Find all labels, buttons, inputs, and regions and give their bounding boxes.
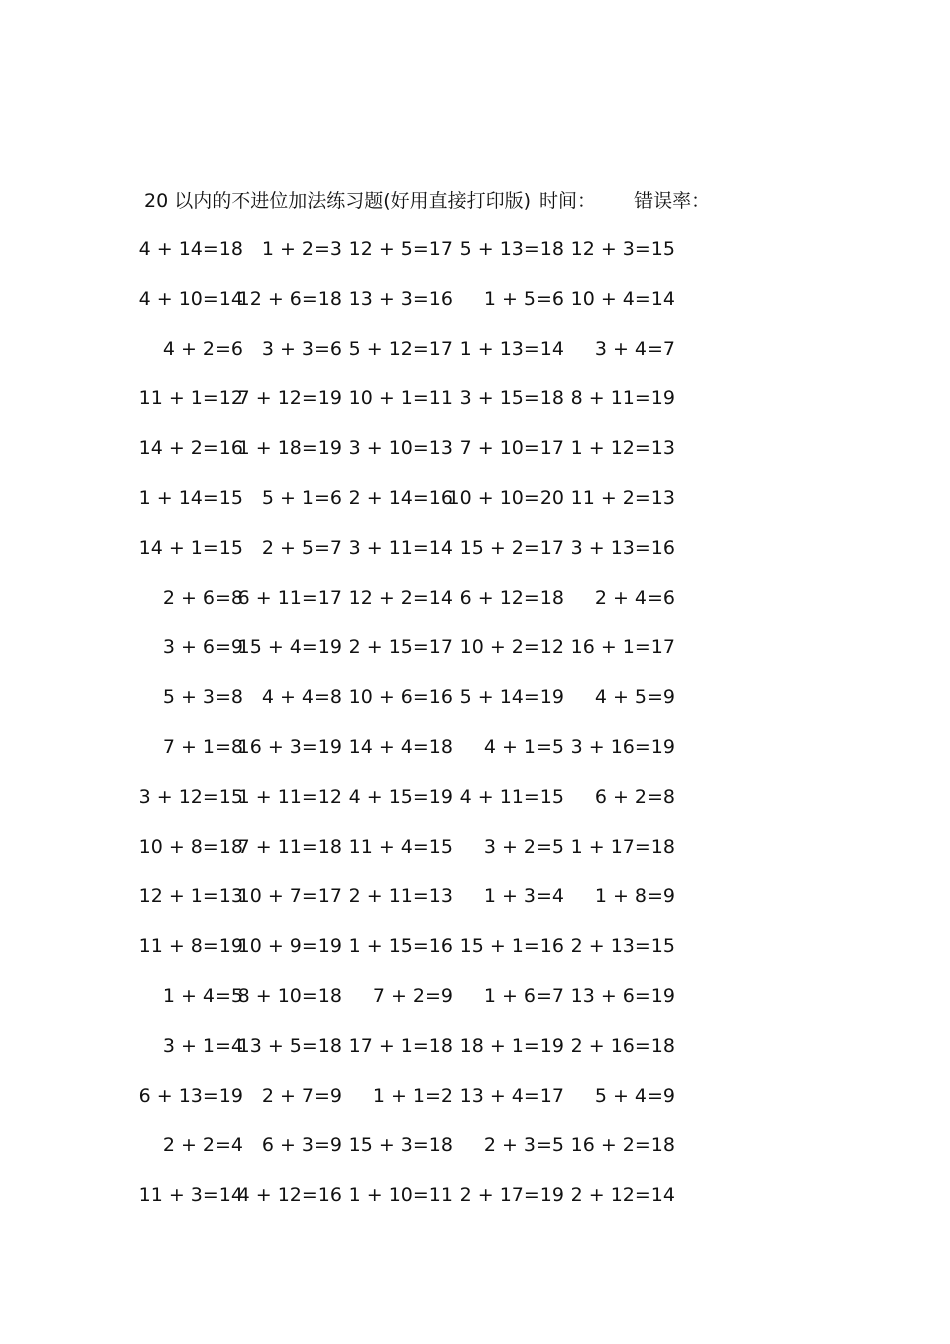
time-label: 时间： xyxy=(539,190,597,212)
addition-problem: 13 + 3=16 xyxy=(348,288,453,310)
addition-problem: 2 + 7=9 xyxy=(261,1085,342,1107)
addition-problem: 1 + 15=16 xyxy=(348,935,453,957)
addition-problem: 1 + 5=6 xyxy=(483,288,564,310)
addition-problem: 4 + 10=14 xyxy=(138,288,243,310)
addition-problem: 2 + 6=8 xyxy=(162,587,243,609)
addition-problem: 1 + 18=19 xyxy=(237,437,342,459)
addition-problem: 13 + 4=17 xyxy=(459,1085,564,1107)
addition-problem: 4 + 11=15 xyxy=(459,786,564,808)
addition-problem: 5 + 13=18 xyxy=(459,238,564,260)
worksheet-title: 20 以内的不进位加法练习题(好用直接打印版) xyxy=(144,190,532,212)
addition-problem: 10 + 4=14 xyxy=(570,288,675,310)
addition-problem: 3 + 16=19 xyxy=(570,736,675,758)
addition-problem: 12 + 1=13 xyxy=(138,885,243,907)
problem-row xyxy=(0,782,950,812)
addition-problem: 15 + 2=17 xyxy=(459,537,564,559)
addition-problem: 11 + 8=19 xyxy=(138,935,243,957)
addition-problem: 8 + 10=18 xyxy=(237,985,342,1007)
addition-problem: 6 + 12=18 xyxy=(459,587,564,609)
addition-problem: 10 + 6=16 xyxy=(348,686,453,708)
addition-problem: 2 + 2=4 xyxy=(162,1134,243,1156)
problem-row xyxy=(0,583,950,613)
addition-problem: 15 + 4=19 xyxy=(237,636,342,658)
addition-problem: 5 + 14=19 xyxy=(459,686,564,708)
addition-problem: 1 + 10=11 xyxy=(348,1184,453,1206)
addition-problem: 2 + 5=7 xyxy=(261,537,342,559)
addition-problem: 4 + 1=5 xyxy=(483,736,564,758)
addition-problem: 3 + 15=18 xyxy=(459,387,564,409)
addition-problem: 5 + 4=9 xyxy=(594,1085,675,1107)
addition-problem: 1 + 13=14 xyxy=(459,338,564,360)
addition-problem: 14 + 2=16 xyxy=(138,437,243,459)
addition-problem: 3 + 12=15 xyxy=(138,786,243,808)
addition-problem: 8 + 11=19 xyxy=(570,387,675,409)
addition-problem: 7 + 12=19 xyxy=(237,387,342,409)
addition-problem: 3 + 1=4 xyxy=(162,1035,243,1057)
addition-problem: 4 + 14=18 xyxy=(138,238,243,260)
addition-problem: 4 + 15=19 xyxy=(348,786,453,808)
error-rate-label: 错误率： xyxy=(634,190,711,212)
problem-row xyxy=(0,632,950,662)
addition-problem: 3 + 3=6 xyxy=(261,338,342,360)
addition-problem: 11 + 3=14 xyxy=(138,1184,243,1206)
addition-problem: 16 + 1=17 xyxy=(570,636,675,658)
problem-row xyxy=(0,334,950,364)
addition-problem: 14 + 4=18 xyxy=(348,736,453,758)
addition-problem: 1 + 6=7 xyxy=(483,985,564,1007)
addition-problem: 11 + 1=12 xyxy=(138,387,243,409)
addition-problem: 6 + 3=9 xyxy=(261,1134,342,1156)
addition-problem: 7 + 1=8 xyxy=(162,736,243,758)
problem-row xyxy=(0,1081,950,1111)
addition-problem: 16 + 3=19 xyxy=(237,736,342,758)
addition-problem: 15 + 1=16 xyxy=(459,935,564,957)
problem-row xyxy=(0,234,950,264)
addition-problem: 1 + 8=9 xyxy=(594,885,675,907)
addition-problem: 6 + 2=8 xyxy=(594,786,675,808)
addition-problem: 15 + 3=18 xyxy=(348,1134,453,1156)
problem-row xyxy=(0,1130,950,1160)
addition-problem: 12 + 2=14 xyxy=(348,587,453,609)
addition-problem: 1 + 12=13 xyxy=(570,437,675,459)
addition-problem: 1 + 17=18 xyxy=(570,836,675,858)
addition-problem: 1 + 11=12 xyxy=(237,786,342,808)
addition-problem: 2 + 14=16 xyxy=(348,487,453,509)
problem-row xyxy=(0,732,950,762)
addition-problem: 3 + 13=16 xyxy=(570,537,675,559)
addition-problem: 14 + 1=15 xyxy=(138,537,243,559)
addition-problem: 3 + 2=5 xyxy=(483,836,564,858)
addition-problem: 12 + 6=18 xyxy=(237,288,342,310)
addition-problem: 1 + 14=15 xyxy=(138,487,243,509)
addition-problem: 4 + 4=8 xyxy=(261,686,342,708)
addition-problem: 16 + 2=18 xyxy=(570,1134,675,1156)
addition-problem: 11 + 2=13 xyxy=(570,487,675,509)
problem-row xyxy=(0,383,950,413)
addition-problem: 10 + 8=18 xyxy=(138,836,243,858)
addition-problem: 2 + 3=5 xyxy=(483,1134,564,1156)
addition-problem: 2 + 11=13 xyxy=(348,885,453,907)
problem-row xyxy=(0,483,950,513)
addition-problem: 1 + 1=2 xyxy=(372,1085,453,1107)
addition-problem: 4 + 5=9 xyxy=(594,686,675,708)
addition-problem: 6 + 13=19 xyxy=(138,1085,243,1107)
problem-row xyxy=(0,1031,950,1061)
problem-row xyxy=(0,931,950,961)
addition-problem: 10 + 1=11 xyxy=(348,387,453,409)
addition-problem: 6 + 11=17 xyxy=(237,587,342,609)
addition-problem: 5 + 3=8 xyxy=(162,686,243,708)
addition-problem: 2 + 12=14 xyxy=(570,1184,675,1206)
problem-row xyxy=(0,1180,950,1210)
addition-problem: 4 + 2=6 xyxy=(162,338,243,360)
problem-row xyxy=(0,284,950,314)
addition-problem: 3 + 11=14 xyxy=(348,537,453,559)
addition-problem: 2 + 13=15 xyxy=(570,935,675,957)
addition-problem: 13 + 5=18 xyxy=(237,1035,342,1057)
addition-problem: 3 + 10=13 xyxy=(348,437,453,459)
addition-problem: 3 + 4=7 xyxy=(594,338,675,360)
problem-row xyxy=(0,981,950,1011)
addition-problem: 10 + 10=20 xyxy=(447,487,564,509)
addition-problem: 4 + 12=16 xyxy=(237,1184,342,1206)
addition-problem: 18 + 1=19 xyxy=(459,1035,564,1057)
addition-problem: 2 + 4=6 xyxy=(594,587,675,609)
problem-row xyxy=(0,533,950,563)
addition-problem: 10 + 7=17 xyxy=(237,885,342,907)
problem-row xyxy=(0,881,950,911)
addition-problem: 2 + 17=19 xyxy=(459,1184,564,1206)
addition-problem: 2 + 15=17 xyxy=(348,636,453,658)
addition-problem: 1 + 3=4 xyxy=(483,885,564,907)
addition-problem: 2 + 16=18 xyxy=(570,1035,675,1057)
addition-problem: 1 + 4=5 xyxy=(162,985,243,1007)
addition-problem: 10 + 9=19 xyxy=(237,935,342,957)
addition-problem: 10 + 2=12 xyxy=(459,636,564,658)
addition-problem: 12 + 3=15 xyxy=(570,238,675,260)
addition-problem: 1 + 2=3 xyxy=(261,238,342,260)
addition-problem: 11 + 4=15 xyxy=(348,836,453,858)
addition-problem: 7 + 10=17 xyxy=(459,437,564,459)
addition-problem: 13 + 6=19 xyxy=(570,985,675,1007)
addition-problem: 3 + 6=9 xyxy=(162,636,243,658)
problem-row xyxy=(0,682,950,712)
addition-problem: 7 + 11=18 xyxy=(237,836,342,858)
addition-problem: 17 + 1=18 xyxy=(348,1035,453,1057)
addition-problem: 5 + 12=17 xyxy=(348,338,453,360)
problem-row xyxy=(0,433,950,463)
addition-problem: 7 + 2=9 xyxy=(372,985,453,1007)
problem-row xyxy=(0,832,950,862)
addition-problem: 5 + 1=6 xyxy=(261,487,342,509)
addition-problem: 12 + 5=17 xyxy=(348,238,453,260)
